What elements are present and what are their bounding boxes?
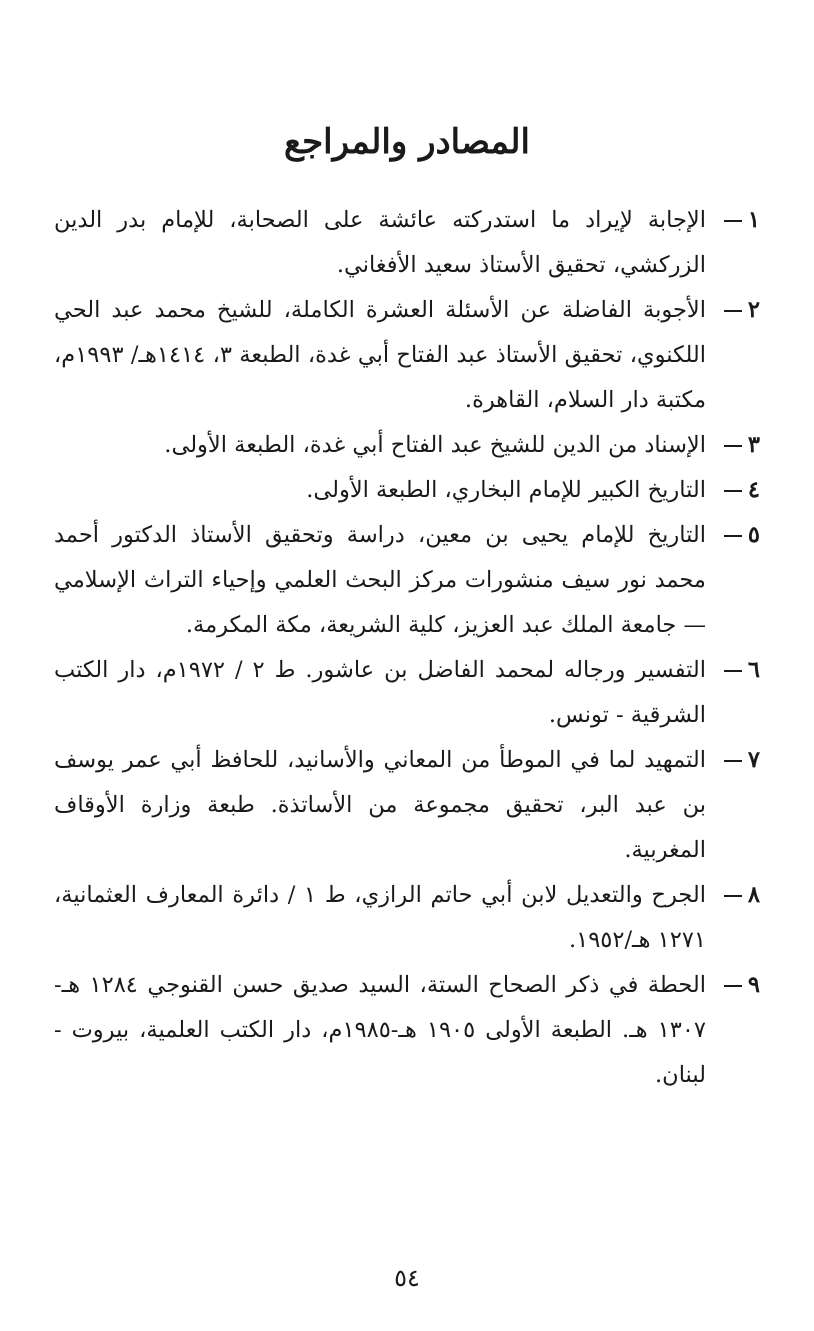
reference-dash [724, 670, 742, 672]
reference-text: الحطة في ذكر الصحاح الستة، السيد صديق حسن القنوجي ١٢٨٤ هـ- ١٣٠٧ هـ. الطبعة الأولى ١٩٠٥ هـ-١٩٨٥م، دار الكتب العلمية، بيروت - لبنان. [54, 972, 707, 1088]
page-number: ٥٤ [394, 1264, 420, 1292]
reference-item [54, 198, 760, 288]
reference-number-value: ٣ [747, 432, 760, 458]
reference-text: التفسير ورجاله لمحمد الفاضل بن عاشور. ط ٢ / ١٩٧٢م، دار الكتب الشرقية - تونس. [54, 657, 706, 728]
reference-text: الأجوبة الفاضلة عن الأسئلة العشرة الكاملة، للشيخ محمد عبد الحي اللكنوي، تحقيق الأستاذ عبد الفتاح أبي غدة، الطبعة ٣، ١٤١٤هـ/ ١٩٩٣م، مكتبة دار السلام، القاهرة. [54, 297, 706, 413]
reference-number-value: ٦ [747, 657, 760, 683]
reference-number [706, 513, 760, 558]
reference-text: الإجابة لإيراد ما استدركته عائشة على الصحابة، للإمام بدر الدين الزركشي، تحقيق الأستاذ سعيد الأفغاني. [54, 207, 706, 278]
reference-item [54, 288, 760, 423]
reference-number-value: ٢ [747, 297, 760, 323]
reference-item [54, 963, 760, 1098]
reference-number [706, 423, 760, 468]
reference-item [54, 513, 760, 648]
reference-number [706, 468, 760, 513]
reference-number [706, 288, 760, 333]
reference-number-value: ٩ [747, 972, 760, 998]
reference-dash [724, 985, 742, 987]
reference-number-value: ٨ [747, 882, 760, 908]
reference-dash [724, 220, 742, 222]
reference-number [706, 873, 760, 918]
reference-number-value: ٧ [747, 747, 760, 773]
reference-number [706, 648, 760, 693]
reference-text: الجرح والتعديل لابن أبي حاتم الرازي، ط ١ / دائرة المعارف العثمانية، ١٢٧١ هـ/١٩٥٢. [54, 882, 707, 953]
reference-number-value: ١ [747, 207, 760, 233]
references-list [54, 198, 760, 1098]
reference-item [54, 873, 760, 963]
reference-item [54, 423, 760, 468]
reference-text: الإسناد من الدين للشيخ عبد الفتاح أبي غدة، الطبعة الأولى. [164, 432, 706, 458]
reference-dash [724, 535, 742, 537]
reference-text: التمهيد لما في الموطأ من المعاني والأسانيد، للحافظ أبي عمر يوسف بن عبد البر، تحقيق مجموعة من الأساتذة. طبعة وزارة الأوقاف المغربية. [54, 747, 706, 863]
reference-dash [724, 895, 742, 897]
reference-number [706, 198, 760, 243]
page-title: المصادر والمراجع [284, 122, 530, 162]
reference-item [54, 468, 760, 513]
reference-text: التاريخ للإمام يحيى بن معين، دراسة وتحقيق الأستاذ الدكتور أحمد محمد نور سيف منشورات مركز البحث العلمي وإحياء التراث الإسلامي — جامعة الملك عبد العزيز، كلية الشريعة، مكة المكرمة. [54, 522, 706, 638]
reference-item [54, 738, 760, 873]
reference-text: التاريخ الكبير للإمام البخاري، الطبعة الأولى. [306, 477, 706, 503]
reference-item [54, 648, 760, 738]
reference-number [706, 738, 760, 783]
reference-number [706, 963, 760, 1008]
reference-dash [724, 490, 742, 492]
reference-dash [724, 760, 742, 762]
reference-number-value: ٤ [747, 477, 760, 503]
reference-dash [724, 310, 742, 312]
reference-dash [724, 445, 742, 447]
reference-number-value: ٥ [747, 522, 760, 548]
